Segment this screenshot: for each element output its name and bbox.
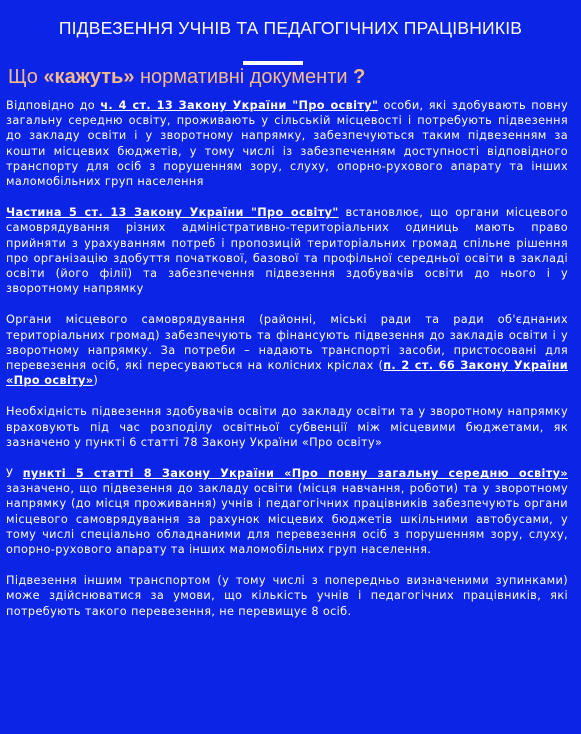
p6-text-a: Підвезення іншим транспортом (у тому числі з попередньо визначеними зупинками) може здійснюватися за умови, що кількість учнів і педагогічних працівників, які потребують такого перевезення, не перевищує 8 осіб.: [6, 574, 568, 618]
p4-text-a: Необхідність підвезення здобувачів освіти до закладу освіти та у зворотному напрямку враховують під час розподілу освітньої субвенції між місцевими бюджетами, як зазначено у пункті 6 статті 78 Закону України «Про освіту»: [6, 405, 568, 449]
p5-text-a: У: [6, 467, 23, 481]
p5-text-b: зазначено, що підвезення до закладу освіти (місця навчання, роботи) та у зворотному напрямку (до місця проживання) учнів і педагогічних працівників забезпечують органи місцевого самоврядування за рахунок місцевих бюджетів шкільними автобусами, у тому числі спеціально обладнаними для перевезення осіб з порушенням зору, слуху, опорно-рухового апарату та інших маломобільних груп населення.: [6, 482, 568, 557]
p5-law-link[interactable]: пункті 5 статті 8 Закону України «Про повну загальну середню освіту»: [22, 467, 568, 481]
p2-law-link[interactable]: Частина 5 ст. 13 Закону України "Про освіту": [6, 206, 339, 220]
paragraph-2: [6, 205, 568, 296]
page-title: ПІДВЕЗЕННЯ УЧНІВ ТА ПЕДАГОГІЧНИХ ПРАЦІВНИКІВ: [58, 18, 523, 38]
paragraph-1: [6, 98, 568, 189]
title-underline-bar: [243, 61, 303, 65]
subtitle-pre: Що: [8, 66, 44, 88]
paragraph-6: [6, 573, 568, 619]
subtitle-bold: «кажуть»: [43, 66, 135, 88]
p3-text-b: ): [93, 374, 99, 388]
section-subtitle: [8, 66, 365, 89]
subtitle-post: нормативні документи: [134, 66, 354, 88]
p3-text-a: Органи місцевого самоврядування (районні, міські ради та ради об'єднаних територіальних громад) забезпечують та фінансують підвезення до закладів освіти і у зворотному напрямку. За потреби – надають транспорті засоби, пристосовані для перевезення осіб, які пересуваються на колісних кріслах (: [6, 313, 568, 373]
p1-text-b: особи, які здобувають повну загальну середню освіту, проживають у сільській місцевості і потребують підвезення до закладу освіти і у зворотному напрямку, забезпечуються таким підвезенням за кошти місцевих бюджетів, у тому числі із забезпеченням доступності відповідного транспорту для осіб з порушенням зору, слуху, опорно-рухового апарату та інших маломобільних груп населення: [6, 99, 569, 189]
paragraph-3: [6, 312, 568, 388]
paragraph-4: [6, 404, 568, 450]
p2-text-b: встановлює, що органи місцевого самоврядування різних адміністративно-територіальних одиниць мають право прийняти з урахуванням потреб і пропозицій територіальних громад спільне рішення про організацію здобуття початкової, базової та профільної середньої освіти в закладі освіти (його філії) та забезпечення підвезення здобувачів освіти до нього і у зворотному напрямку: [6, 206, 568, 296]
subtitle-question-mark: ?: [353, 66, 366, 88]
paragraph-5: [6, 466, 568, 557]
document-body: [6, 98, 568, 635]
p3-law-link[interactable]: п. 2 ст. 66 Закону України «Про освіту»: [6, 359, 568, 388]
p1-text-a: Відповідно до: [6, 99, 101, 112]
p1-law-link[interactable]: ч. 4 ст. 13 Закону України "Про освіту": [100, 99, 379, 112]
